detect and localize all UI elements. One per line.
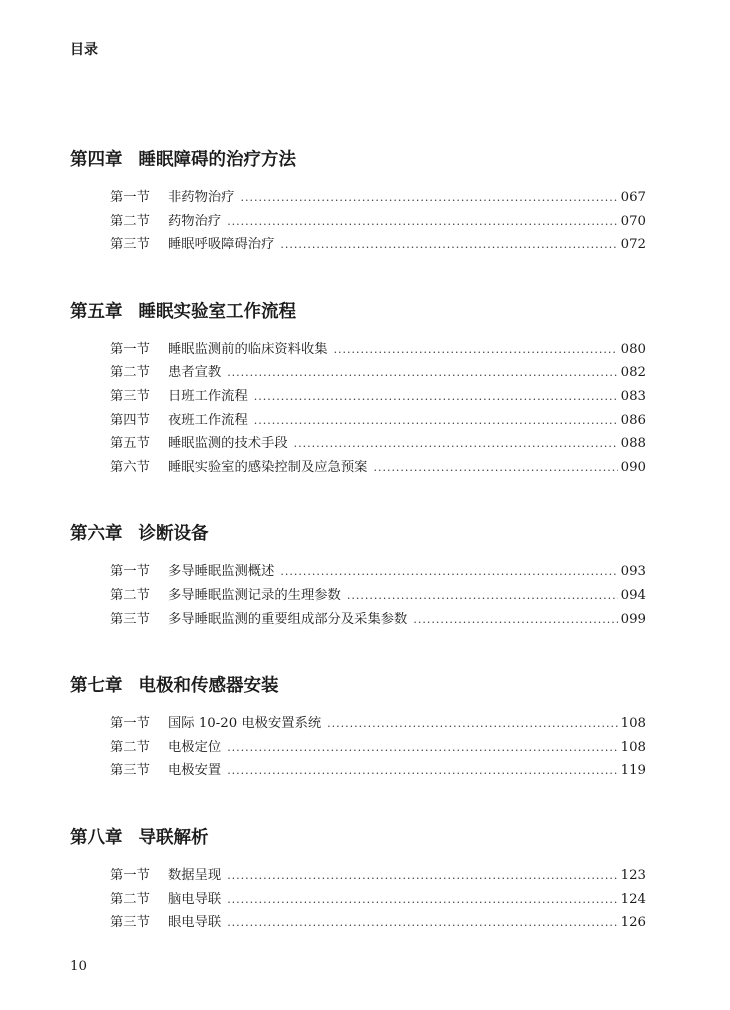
section-number: 第一节 <box>110 564 150 580</box>
section-title: 数据呈现 <box>168 867 222 883</box>
dot-leader <box>254 414 618 427</box>
chapter-title: 睡眠障碍的治疗方法 <box>138 150 296 170</box>
toc-entry[interactable] <box>110 736 646 760</box>
section-page-number: 070 <box>620 213 646 229</box>
chapter-block <box>70 148 646 257</box>
section-number: 第四节 <box>110 412 150 428</box>
chapter-block <box>70 300 646 480</box>
section-number: 第五节 <box>110 436 150 452</box>
dot-leader <box>280 238 617 251</box>
section-title: 睡眠监测的技术手段 <box>168 436 288 452</box>
chapter-number: 第五章 <box>70 301 123 322</box>
toc-entry[interactable] <box>110 888 646 912</box>
toc-entry[interactable] <box>110 210 646 234</box>
section-page-number: 094 <box>620 587 646 603</box>
chapter-number: 第六章 <box>70 524 123 545</box>
section-title: 国际 10-20 电极安置系统 <box>168 716 322 732</box>
chapter-title: 电极和传感器安装 <box>138 676 279 697</box>
section-title: 睡眠实验室的感染控制及应急预案 <box>168 459 368 475</box>
chapter-title: 睡眠实验室工作流程 <box>138 301 296 322</box>
chapter-heading <box>70 826 646 850</box>
toc-entry[interactable] <box>110 456 646 480</box>
dot-leader <box>240 191 617 204</box>
toc-entry[interactable] <box>110 432 646 456</box>
page-number: 10 <box>70 959 87 974</box>
section-title: 脑电导联 <box>168 891 222 907</box>
section-title: 睡眠呼吸障碍治疗 <box>168 237 275 253</box>
section-number: 第一节 <box>110 341 150 357</box>
chapter-heading <box>70 522 646 546</box>
toc-entry[interactable] <box>110 759 646 783</box>
chapter-block <box>70 674 646 783</box>
section-title: 电极安置 <box>168 763 222 779</box>
chapter-heading <box>70 148 646 172</box>
section-page-number: 090 <box>620 459 646 475</box>
dot-leader <box>413 613 617 626</box>
dot-leader <box>227 215 617 228</box>
toc-entry[interactable] <box>110 608 646 632</box>
dot-leader <box>347 589 618 602</box>
toc-entry[interactable] <box>110 712 646 736</box>
section-number: 第一节 <box>110 190 150 205</box>
section-page-number: 093 <box>620 564 646 580</box>
toc-entry[interactable] <box>110 409 646 433</box>
toc-entry[interactable] <box>110 338 646 362</box>
section-number: 第三节 <box>110 763 150 779</box>
section-page-number: 067 <box>620 190 646 205</box>
section-page-number: 108 <box>620 739 646 755</box>
dot-leader <box>373 461 617 474</box>
section-title: 多导睡眠监测概述 <box>168 564 275 580</box>
chapter-block <box>70 826 646 935</box>
section-title: 睡眠监测前的临床资料收集 <box>168 341 328 357</box>
toc-entry[interactable] <box>110 911 646 935</box>
section-number: 第三节 <box>110 388 150 404</box>
page-header-title: 目录 <box>70 42 98 58</box>
toc-entry[interactable] <box>110 864 646 888</box>
section-page-number: 072 <box>620 237 646 253</box>
dot-leader <box>227 916 617 929</box>
section-number: 第二节 <box>110 587 150 603</box>
section-page-number: 082 <box>620 365 646 381</box>
section-title: 日班工作流程 <box>168 388 248 404</box>
chapter-block <box>70 522 646 631</box>
section-number: 第二节 <box>110 365 150 381</box>
section-page-number: 108 <box>620 716 646 732</box>
toc-entry[interactable] <box>110 560 646 584</box>
chapter-number: 第四章 <box>70 150 123 170</box>
section-number: 第一节 <box>110 716 150 732</box>
section-title: 药物治疗 <box>168 213 222 229</box>
toc-entry[interactable] <box>110 361 646 385</box>
dot-leader <box>227 869 617 882</box>
dot-leader <box>227 741 617 754</box>
chapter-heading <box>70 674 646 698</box>
dot-leader <box>327 717 617 730</box>
section-title: 眼电导联 <box>168 915 222 931</box>
dot-leader <box>294 437 618 450</box>
toc-entry[interactable] <box>110 385 646 409</box>
chapter-heading <box>70 300 646 324</box>
dot-leader <box>334 343 618 356</box>
toc-entry[interactable] <box>110 186 646 210</box>
section-page-number: 099 <box>620 611 646 627</box>
section-title: 电极定位 <box>168 739 222 755</box>
section-page-number: 126 <box>620 915 646 931</box>
toc-entry[interactable] <box>110 584 646 608</box>
dot-leader <box>254 390 618 403</box>
section-number: 第二节 <box>110 891 150 907</box>
section-number: 第一节 <box>110 867 150 883</box>
table-of-contents <box>70 148 646 978</box>
section-page-number: 083 <box>620 388 646 404</box>
section-number: 第三节 <box>110 915 150 931</box>
section-title: 非药物治疗 <box>168 190 235 205</box>
section-page-number: 124 <box>620 891 646 907</box>
chapter-number: 第八章 <box>70 827 123 848</box>
section-page-number: 080 <box>620 341 646 357</box>
section-number: 第六节 <box>110 459 150 475</box>
dot-leader <box>280 565 617 578</box>
section-number: 第三节 <box>110 237 150 253</box>
section-page-number: 123 <box>620 867 646 883</box>
section-title: 多导睡眠监测记录的生理参数 <box>168 587 341 603</box>
chapter-title: 诊断设备 <box>138 524 209 545</box>
section-page-number: 086 <box>620 412 646 428</box>
dot-leader <box>227 764 617 777</box>
toc-entry[interactable] <box>110 233 646 257</box>
section-number: 第三节 <box>110 611 150 627</box>
section-page-number: 119 <box>620 763 646 779</box>
chapter-title: 导联解析 <box>138 827 209 848</box>
chapter-number: 第七章 <box>70 676 123 697</box>
dot-leader <box>227 893 617 906</box>
section-title: 多导睡眠监测的重要组成部分及采集参数 <box>168 611 408 627</box>
dot-leader <box>227 366 617 379</box>
section-number: 第二节 <box>110 213 150 229</box>
section-title: 患者宣教 <box>168 365 222 381</box>
section-title: 夜班工作流程 <box>168 412 248 428</box>
section-page-number: 088 <box>620 436 646 452</box>
section-number: 第二节 <box>110 739 150 755</box>
